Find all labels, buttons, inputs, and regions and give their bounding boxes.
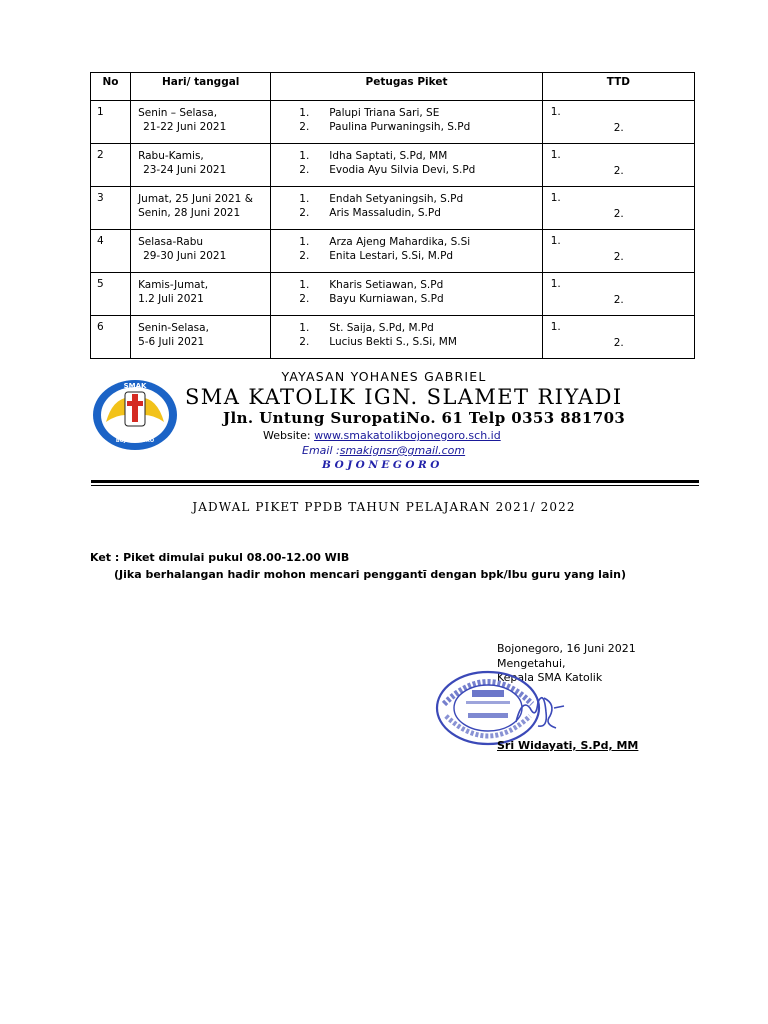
- date-line: 5-6 Juli 2021: [138, 336, 205, 348]
- staff-entry: [271, 106, 541, 120]
- staff-entry: [271, 278, 541, 292]
- table-row: [91, 101, 695, 144]
- staff-entry: [271, 192, 541, 206]
- logo-cross-vertical: [132, 394, 138, 422]
- staff-name: Kharis Setiawan, S.Pd: [329, 279, 444, 291]
- row-duty-staff: [271, 187, 542, 230]
- staff-number: 1.: [299, 107, 310, 119]
- row-duty-staff: [271, 316, 542, 359]
- signature-slot-2: 2.: [613, 122, 624, 134]
- row-number: 3: [91, 187, 131, 230]
- staff-entry: [271, 163, 541, 177]
- row-duty-staff: [271, 273, 542, 316]
- row-signature-cell: [542, 316, 694, 359]
- staff-number: 1.: [299, 279, 310, 291]
- staff-name: Bayu Kurniawan, S.Pd: [329, 293, 444, 305]
- school-logo-icon: [92, 378, 178, 452]
- signature-slot-2: 2.: [613, 337, 624, 349]
- row-signature-cell: [542, 144, 694, 187]
- row-day-date: [131, 273, 271, 316]
- signature-slot-2: 2.: [613, 165, 624, 177]
- letterhead-divider-thin: [91, 485, 699, 486]
- staff-name: Arza Ajeng Mahardika, S.Si: [329, 236, 471, 248]
- table-row: [91, 230, 695, 273]
- row-signature-cell: [542, 101, 694, 144]
- letterhead-divider-thick: [91, 480, 699, 483]
- row-number: 2: [91, 144, 131, 187]
- staff-name: Aris Massaludin, S.Pd: [329, 207, 441, 219]
- row-day-date: [131, 316, 271, 359]
- day-line: Senin-Selasa,: [138, 322, 209, 334]
- signature-slot-1: 1.: [550, 149, 561, 161]
- staff-name: Enita Lestari, S.Si, M.Pd: [329, 250, 454, 262]
- stamp-accreditation-mark: [468, 713, 508, 718]
- staff-number: 2.: [299, 336, 310, 348]
- signature-place-date: Bojonegoro, 16 Juni 2021: [497, 642, 636, 655]
- duty-schedule-table: [90, 72, 695, 359]
- staff-entry: [271, 206, 541, 220]
- signature-slot-2: 2.: [613, 251, 624, 263]
- day-line: Rabu-Kamis,: [138, 150, 204, 162]
- row-number: 6: [91, 316, 131, 359]
- table-header: [91, 73, 695, 101]
- staff-number: 2.: [299, 164, 310, 176]
- website-line: [263, 429, 501, 442]
- staff-name: Paulina Purwaningsih, S.Pd: [329, 121, 471, 133]
- header-signature: TTD: [542, 73, 694, 101]
- website-link[interactable]: www.smakatolikbojonegoro.sch.id: [314, 429, 501, 442]
- table-row: [91, 273, 695, 316]
- school-address: Jln. Untung SuropatiNo. 61 Telp 0353 881703: [223, 409, 626, 427]
- row-duty-staff: [271, 101, 542, 144]
- header-day-date: Hari/ tanggal: [131, 73, 271, 101]
- staff-number: 1.: [299, 193, 310, 205]
- school-name: SMA KATOLIK IGN. SLAMET RIYADI: [185, 385, 623, 409]
- staff-number: 2.: [299, 250, 310, 262]
- row-signature-cell: [542, 187, 694, 230]
- day-line: Kamis-Jumat,: [138, 279, 209, 291]
- staff-entry: [271, 321, 541, 335]
- date-line: Senin, 28 Juni 2021: [138, 207, 241, 219]
- signature-slot-1: 1.: [550, 278, 561, 290]
- logo-text-top: SMAK: [123, 382, 147, 390]
- staff-number: 2.: [299, 121, 310, 133]
- row-signature-cell: [542, 273, 694, 316]
- row-day-date: [131, 101, 271, 144]
- staff-entry: [271, 249, 541, 263]
- signature-slot-2: 2.: [613, 294, 624, 306]
- staff-entry: [271, 292, 541, 306]
- signature-role: Kepala SMA Katolik: [497, 671, 603, 684]
- stamp-seal: [437, 672, 539, 744]
- website-label: Website:: [263, 429, 315, 442]
- table-body: [91, 101, 695, 359]
- signature-slot-1: 1.: [550, 192, 561, 204]
- stamp-center-lines: [466, 701, 510, 704]
- staff-number: 1.: [299, 322, 310, 334]
- signature-slot-1: 1.: [550, 235, 561, 247]
- signature-acknowledged: Mengetahui,: [497, 657, 566, 670]
- foundation-name: YAYASAN YOHANES GABRIEL: [281, 369, 487, 384]
- staff-number: 2.: [299, 207, 310, 219]
- table-row: [91, 187, 695, 230]
- date-line: 1.2 Juli 2021: [138, 293, 204, 305]
- stamp-center-mark: [472, 690, 504, 697]
- row-number: 5: [91, 273, 131, 316]
- staff-name: Evodia Ayu Silvia Devi, S.Pd: [329, 164, 476, 176]
- staff-entry: [271, 149, 541, 163]
- table-row: [91, 144, 695, 187]
- staff-name: Idha Saptati, S.Pd, MM: [329, 150, 448, 162]
- staff-name: St. Saija, S.Pd, M.Pd: [329, 322, 434, 334]
- day-line: Selasa-Rabu: [138, 236, 204, 248]
- staff-number: 1.: [299, 150, 310, 162]
- row-duty-staff: [271, 144, 542, 187]
- header-duty-staff: Petugas Piket: [271, 73, 542, 101]
- document-title: JADWAL PIKET PPDB TAHUN PELAJARAN 2021/ 2022: [192, 500, 576, 514]
- signature-slot-2: 2.: [613, 208, 624, 220]
- row-number: 1: [91, 101, 131, 144]
- staff-number: 1.: [299, 236, 310, 248]
- email-link[interactable]: smakignsr@gmail.com: [339, 444, 466, 457]
- day-line: Jumat, 25 Juni 2021 &: [138, 193, 253, 205]
- note-time: Ket : Piket dimulai pukul 08.00-12.00 WIB: [90, 551, 350, 564]
- row-day-date: [131, 144, 271, 187]
- signature-slot-1: 1.: [550, 321, 561, 333]
- staff-number: 2.: [299, 293, 310, 305]
- signature-slot-1: 1.: [550, 106, 561, 118]
- note-substitute: (Jika berhalangan hadir mohon mencari penggantī dengan bpk/Ibu guru yang lain): [114, 568, 626, 581]
- signature-name: Sri Widayati, S.Pd, MM: [497, 739, 639, 752]
- staff-name: Lucius Bekti S., S.Si, MM: [329, 336, 457, 348]
- row-duty-staff: [271, 230, 542, 273]
- city-name: BOJONEGORO: [322, 459, 443, 471]
- table-row: [91, 316, 695, 359]
- row-day-date: [131, 230, 271, 273]
- staff-entry: [271, 120, 541, 134]
- logo-cross-horizontal: [127, 401, 143, 406]
- date-line: 29-30 Juni 2021: [143, 250, 227, 262]
- staff-entry: [271, 335, 541, 349]
- header-no: No: [91, 73, 131, 101]
- staff-name: Palupi Triana Sari, SE: [329, 107, 440, 119]
- email-line: [302, 444, 465, 457]
- staff-entry: [271, 235, 541, 249]
- row-number: 4: [91, 230, 131, 273]
- row-day-date: [131, 187, 271, 230]
- staff-name: Endah Setyaningsih, S.Pd: [329, 193, 464, 205]
- logo-text-bottom: BOJONEGORO: [115, 438, 155, 444]
- date-line: 23-24 Juni 2021: [143, 164, 227, 176]
- date-line: 21-22 Juni 2021: [143, 121, 227, 133]
- email-label: Email :: [302, 444, 340, 457]
- row-signature-cell: [542, 230, 694, 273]
- day-line: Senin – Selasa,: [138, 107, 218, 119]
